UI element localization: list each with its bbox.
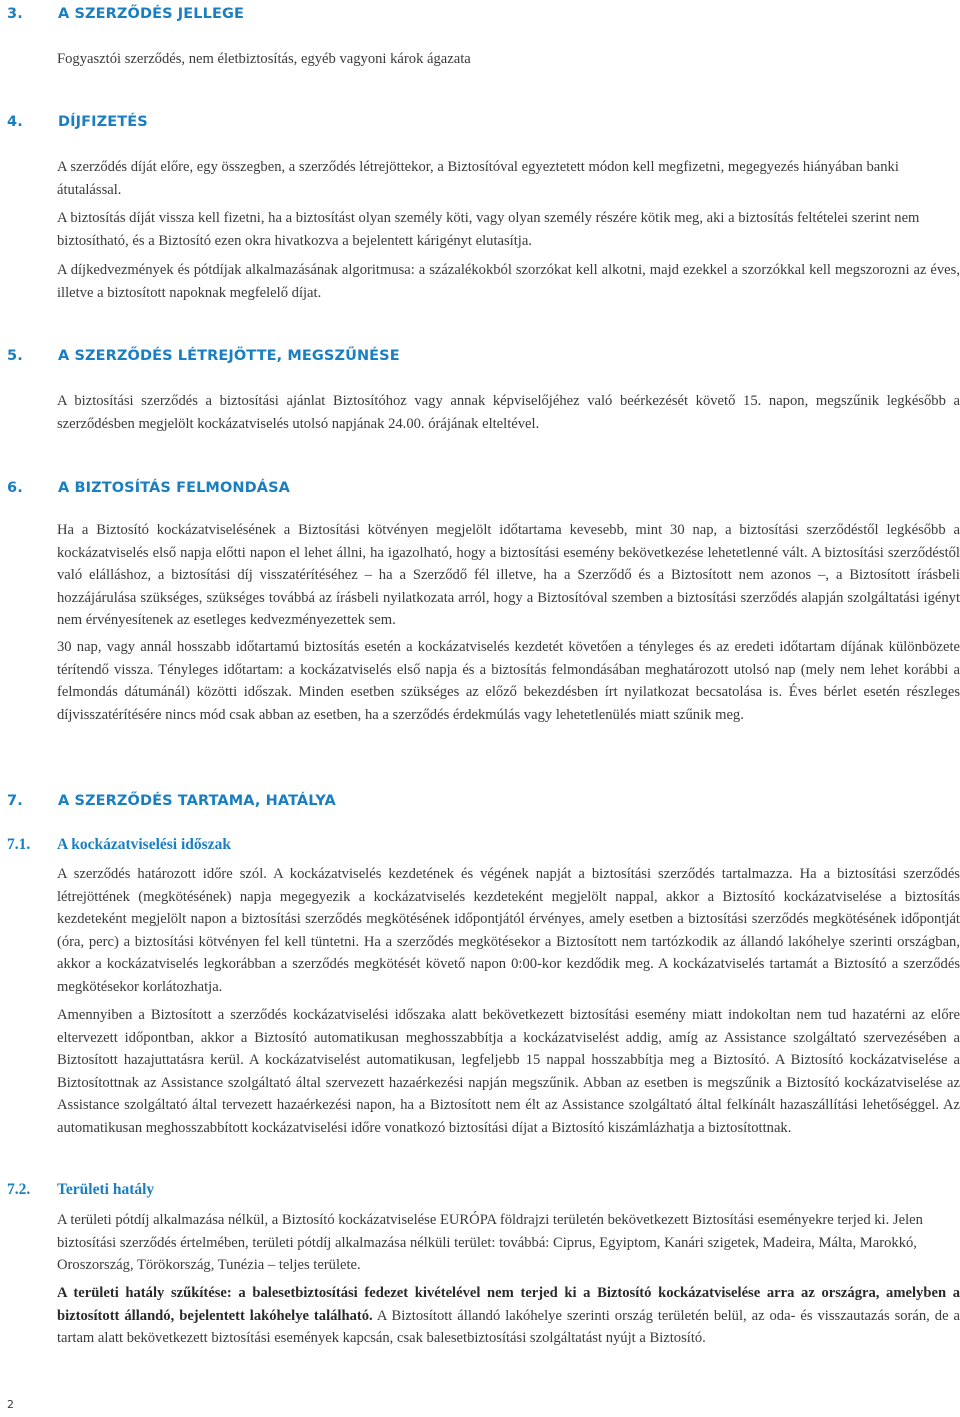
section-4-paragraph-2: A biztosítás díját vissza kell fizetni, ha a biztosítást olyan személy köti, vagy olyan személy részére kötik meg, aki a biztosítás feltételei szerint nem biztosítható, és a Biztosító ezen okra hivatkozva a bejelentett kárigényt elutasítja.: [57, 210, 920, 249]
territorial-restriction-bold: A területi hatály szűkítése: a balesetbiztosítási fedezet kivételével nem terjed ki a Biztosító kockázatviselése arra az országra, amelyben a biztosított állandó, bejelentett lakóhelye található.: [57, 1285, 960, 1324]
section-title: A SZERZŐDÉS TARTAMA, HATÁLYA: [58, 793, 336, 809]
section-title: A SZERZŐDÉS LÉTREJÖTTE, MEGSZŰNÉSE: [58, 348, 400, 364]
section-4-heading: [7, 114, 148, 130]
subsection-7-1-paragraph-2: Amennyiben a Biztosított a szerződés kockázatviselési időszaka alatt bekövetkezett biztosítási esemény miatt indokoltan nem tud hazatérni az előre eltervezett időpontban, akkor a Biztosító automatikusan meghosszabbítja a kockázatviselést addig, amíg az Assistance szolgáltató szervezésében a Biztosított hazajuttatásra kerül. A kockázatviselést automatikusan, legfeljebb 15 nappal hosszabbítja meg a Biztosító. A Biztosító kockázatviselése a Biztosítottnak az Assistance szolgáltató által szervezett hazaérkezési napján megszűnik. Abban az esetben is megszűnik a Biztosító kockázatviselése az Assistance szolgáltató által tervezett hazaérkezési napon, ha a Biztosított nem élt az Assistance szolgáltató által felkínált hazaszállítási lehetőséggel. Az automatikusan meghosszabbított kockázatviselési időre vonatkozó biztosítási díjat a Biztosító kiszámlázhatja a biztosítottnak.: [57, 1007, 960, 1136]
section-title: A BIZTOSÍTÁS FELMONDÁSA: [58, 480, 290, 496]
section-6-paragraph-1: Ha a Biztosító kockázatviselésének a Biztosítási kötvényen megjelölt időtartama kevesebb, mint 30 nap, a biztosítási szerződéstől legkésőbb a kockázatviselés első napja előtti napon el lehet állni, ha igazolható, hogy a biztosítási esemény bekövetkezése lehetetlenné vált. A biztosítási szerződéstől való elálláshoz, a biztosítási díj visszatérítéséhez – ha a Szerződő fél illetve, ha a Szerződő és a Biztosított nem azonos –, a Biztosított írásbeli hozzájárulása szükséges, szükséges továbbá az írásbeli nyilatkozata arról, hogy a Biztosítóval szemben a biztosítási szerződés alapján szolgáltatási igényt nem érvényesítenek az esetleges kedvezményezettek sem.: [57, 522, 960, 628]
section-number: 7.: [7, 793, 23, 809]
section-4-paragraph-3: A díjkedvezmények és pótdíjak alkalmazásának algoritmusa: a százalékokból szorzókat kell alkotni, majd ezekkel a szorzókkal kell megszorozni az éves, illetve a biztosított napoknak megfelelő díjat.: [57, 262, 960, 301]
section-6-paragraph-2: 30 nap, vagy annál hosszabb időtartamú biztosítás esetén a kockázatviselés kezdetét követően a tényleges és az eredeti időtartam díjának különbözete térítendő vissza. Tényleges időtartam: a kockázatviselés első napja és a biztosítás felmondásában meghatározott utolsó nap (mely nem lehet korábbi a felmondás dátumánál) közötti időszak. Minden esetben szükséges az előző bekezdésben írt nyilatkozat becsatolása is. Éves bérlet esetén részleges díjvisszatérítésére nincs mód csak abban az esetben, ha a szerződés érdekmúlás vagy lehetetlenülés miatt szűnik meg.: [57, 639, 960, 723]
section-number: 5.: [7, 348, 23, 364]
section-3-heading: [7, 6, 244, 22]
section-5-paragraph: A biztosítási szerződés a biztosítási ajánlat Biztosítóhoz vagy annak képviselőjéhez való beérkezését követő 15. napon, megszűnik legkésőbb a szerződésben megjelölt kockázatviselés utolsó napjának 24.00. órájának elteltével.: [57, 393, 960, 432]
subsection-number: 7.2.: [7, 1181, 31, 1198]
subsection-7-1-paragraph-1: A szerződés határozott időre szól. A kockázatviselés kezdetének és végének napját a biztosítási szerződés tartalmazza. Ha a biztosítási szerződés létrejöttének (megkötésének) napja megegyezik a kockázatviselés kezdeteként megjelölt nappal, akkor a Biztosító kockázatviselése a biztosítás kezdeteként megjelölt napon a biztosítási szerződés megkötésének időpontjától érvényes, amely esetben a biztosítási szerződés megkötésének időpontját (óra, perc) a biztosítási kötvényen fel kell tüntetni. Ha a szerződés megkötésekor a Biztosított nem tartózkodik az állandó lakóhelye szerinti országban, akkor a kockázatviselés legkorábban a szerződés megkötését követő napon 0:00-kor kezdődik meg. A kockázatviselés tartamát a Biztosító a szerződés megkötésekor korlátozhatja.: [57, 866, 960, 995]
section-7-heading: [7, 793, 336, 809]
section-6-heading: [7, 480, 290, 496]
subsection-title: A kockázatviselési időszak: [57, 836, 231, 853]
subsection-7-2-paragraph-1: A területi pótdíj alkalmazása nélkül, a Biztosító kockázatviselése EURÓPA földrajzi területén bekövetkezett Biztosítási eseményekre terjed ki. Jelen biztosítási szerződés értelmében, területi pótdíj alkalmazása nélküli terület: továbbá: Ciprus, Egyiptom, Kanári szigetek, Madeira, Málta, Marokkó, Oroszország, Törökország, Tunézia – teljes területe.: [57, 1212, 923, 1273]
territorial-restriction-rest: A Biztosított állandó lakóhelye szerinti ország területén belül, az oda- és visszautazás során, de a tartam alatt bekövetkezett biztosítási események kapcsán, csak balesetbiztosítási szolgáltatást nyújt a Biztosító.: [57, 1307, 960, 1346]
section-4-paragraph-1: A szerződés díját előre, egy összegben, a szerződés létrejöttekor, a Biztosítóval egyeztetett módon kell megfizetni, megegyezés hiányában banki átutalással.: [57, 159, 899, 198]
section-3-paragraph: Fogyasztói szerződés, nem életbiztosítás, egyéb vagyoni károk ágazata: [57, 51, 471, 67]
section-title: A SZERZŐDÉS JELLEGE: [58, 6, 244, 22]
section-number: 3.: [7, 6, 23, 22]
section-number: 6.: [7, 480, 23, 496]
subsection-7-1-heading: [7, 836, 231, 854]
section-number: 4.: [7, 114, 23, 130]
subsection-number: 7.1.: [7, 836, 31, 853]
section-title: DÍJFIZETÉS: [58, 114, 148, 130]
section-5-heading: [7, 348, 400, 364]
page-number: 2: [7, 1398, 14, 1411]
subsection-7-2-heading: [7, 1181, 154, 1199]
subsection-title: Területi hatály: [57, 1181, 155, 1198]
subsection-7-2-paragraph-2: [57, 1282, 960, 1350]
